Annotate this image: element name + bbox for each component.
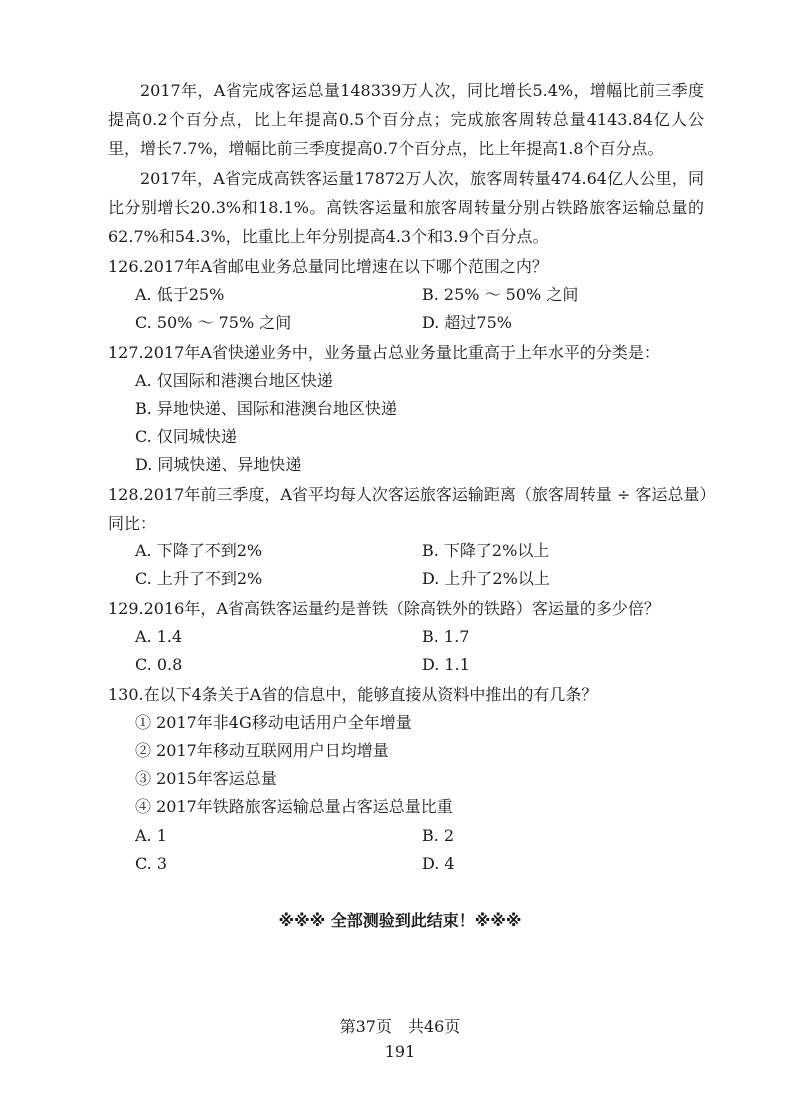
intro-paragraph-1: 2017年，A省完成客运总量148339万人次，同比增长5.4%，增幅比前三季度提高0.2个百分点，比上年提高0.5个百分点；完成旅客周转总量4143.84亿人公里，增长7.7%，增幅比前三季度提高0.7个百分点，比上年提高1.8个百分点。	[108, 81, 704, 158]
question-130-option-a: A. 1	[135, 826, 167, 845]
question-126-option-a: A. 低于25%	[135, 285, 225, 304]
question-127-option-b: B. 异地快递、国际和港澳台地区快递	[135, 399, 397, 418]
page-number: 191	[384, 1042, 416, 1061]
question-129-option-d: D. 1.1	[422, 655, 470, 674]
question-128-option-c: C. 上升了不到2%	[135, 569, 263, 588]
question-126-option-b: B. 25% ～ 50% 之间	[422, 285, 579, 304]
question-130-item-1: ① 2017年非4G移动电话用户全年增量	[135, 713, 412, 732]
question-130-item-3: ③ 2015年客运总量	[135, 769, 277, 788]
question-126-option-c: C. 50% ～ 75% 之间	[135, 313, 292, 332]
question-130-option-d: D. 4	[422, 854, 455, 873]
question-130-item-4: ④ 2017年铁路旅客运输总量占客运总量比重	[135, 797, 453, 816]
question-127-option-c: C. 仅同城快递	[135, 427, 237, 446]
test-end-notice: ※※※ 全部测验到此结束！※※※	[278, 911, 522, 930]
question-129-option-c: C. 0.8	[135, 655, 183, 674]
question-130-option-b: B. 2	[422, 826, 455, 845]
question-128-option-b: B. 下降了2%以上	[422, 541, 550, 560]
question-127-option-d: D. 同城快递、异地快递	[135, 455, 302, 474]
question-126-option-d: D. 超过75%	[422, 313, 512, 332]
question-129-option-b: B. 1.7	[422, 627, 470, 646]
question-127-option-a: A. 仅国际和港澳台地区快递	[135, 371, 333, 390]
question-130-stem: 130.在以下4条关于A省的信息中，能够直接从资料中推出的有几条？	[108, 685, 598, 704]
question-128-stem: 128.2017年前三季度，A省平均每人次客运旅客运输距离（旅客周转量 ÷ 客运总量）同比：	[108, 485, 708, 533]
question-129-stem: 129.2016年，A省高铁客运量约是普铁（除高铁外的铁路）客运量的多少倍？	[108, 599, 660, 618]
question-129-option-a: A. 1.4	[135, 627, 183, 646]
question-130-option-c: C. 3	[135, 854, 168, 873]
question-128-option-d: D. 上升了2%以上	[422, 569, 550, 588]
page-info: 第37页 共46页	[339, 1017, 461, 1036]
question-126-stem: 126.2017年A省邮电业务总量同比增速在以下哪个范围之内？	[108, 257, 548, 276]
question-130-item-2: ② 2017年移动互联网用户日均增量	[135, 741, 389, 760]
question-128-option-a: A. 下降了不到2%	[135, 541, 263, 560]
intro-paragraph-2: 2017年，A省完成高铁客运量17872万人次，旅客周转量474.64亿人公里，同比分别增长20.3%和18.1%。高铁客运量和旅客周转量分别占铁路旅客运输总量的62.7%和54.3%，比重比上年分别提高4.3个和3.9个百分点。	[108, 169, 704, 246]
question-127-stem: 127.2017年A省快递业务中，业务量占总业务量比重高于上年水平的分类是：	[108, 343, 660, 362]
